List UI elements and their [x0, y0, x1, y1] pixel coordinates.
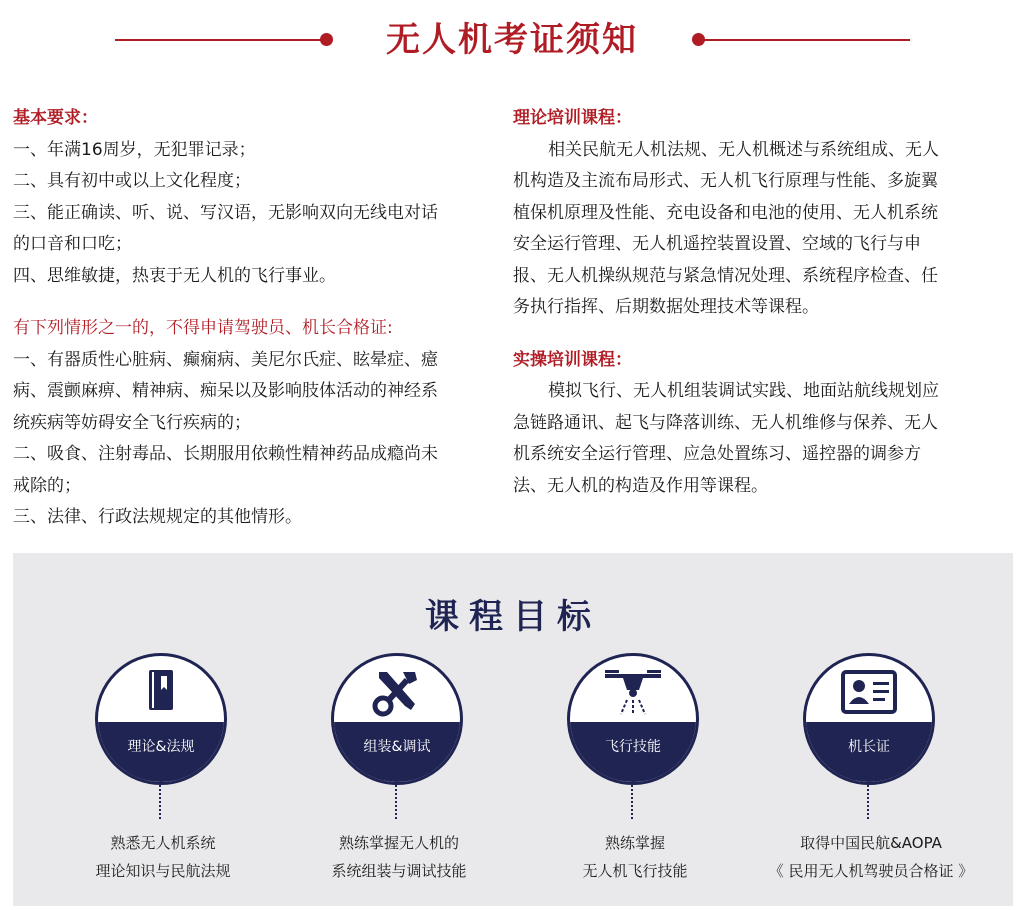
basic-requirement-line: 二、具有初中或以上文化程度； [13, 171, 251, 191]
theory-course-line: 安全运行管理、无人机遥控装置设置、空域的飞行与申 [513, 234, 921, 254]
goal-description-line: 熟悉无人机系统 [110, 834, 216, 852]
exclusion-line: 三、法律、行政法规规定的其他情形。 [13, 507, 302, 527]
goal-description [294, 829, 504, 885]
exclusion-line: 病、震颤麻痹、精神病、痴呆以及影响肢体活动的神经系 [13, 381, 438, 401]
goal-badge-label: 理论&法规 [127, 739, 195, 755]
goal-badge [567, 653, 699, 785]
basic-requirement-line: 一、年满16周岁，无犯罪记录； [13, 139, 256, 160]
exclusion-line: 统疾病等妨碍安全飞行疾病的； [13, 412, 251, 433]
practice-course-title: 实操培训课程： [513, 349, 632, 370]
dotted-connector [867, 785, 869, 819]
practice-course-line: 机系统安全运行管理、应急处置练习、遥控器的调参方 [513, 444, 921, 464]
goal-description-line: 无人机飞行技能 [582, 862, 688, 880]
goal-badge-label: 飞行技能 [605, 739, 661, 755]
requirements-column [13, 103, 473, 534]
goal-description-line: 取得中国民航&AOPA [800, 834, 942, 852]
drone-icon [603, 666, 663, 720]
goal-badge-label: 机长证 [848, 739, 890, 755]
exclusion-line: 二、吸食、注射毒品、长期服用依赖性精神药品成瘾尚未 [13, 444, 438, 464]
goal-badge [803, 653, 935, 785]
theory-course-line: 相关民航无人机法规、无人机概述与系统组成、无人 [548, 139, 939, 160]
course-goals-panel [13, 553, 1013, 906]
basic-requirements-title: 基本要求： [13, 108, 98, 128]
theory-course-line: 机构造及主流布局形式、无人机飞行原理与性能、多旋翼 [513, 171, 938, 191]
basic-requirement-line: 的口音和口吃； [13, 234, 132, 254]
title-divider-right [700, 39, 910, 41]
goal-description-line: 系统组装与调试技能 [331, 862, 467, 880]
theory-course-title: 理论培训课程： [513, 108, 632, 128]
basic-requirement-line: 三、能正确读、听、说、写汉语，无影响双向无线电对话 [13, 202, 438, 223]
dotted-connector [395, 785, 397, 819]
dotted-connector [631, 785, 633, 819]
course-goals-title: 课程目标 [425, 597, 601, 637]
header [0, 8, 1024, 58]
goal-badge [331, 653, 463, 785]
goal-badge [95, 653, 227, 785]
exclusion-line: 戒除的； [13, 475, 81, 496]
practice-course-line: 模拟飞行、无人机组装调试实践、地面站航线规划应 [548, 381, 939, 401]
goal-description-line: 理论知识与民航法规 [95, 862, 231, 880]
goal-description-line: 《 民用无人机驾驶员合格证 》 [768, 862, 974, 880]
exclusion-line: 一、有器质性心脏病、癫痫病、美尼尔氏症、眩晕症、癔 [13, 349, 438, 370]
theory-course-line: 务执行指挥、后期数据处理技术等课程。 [513, 297, 819, 317]
goal-description [58, 829, 268, 885]
id-card-icon [839, 666, 899, 720]
basic-requirement-line: 四、思维敏捷，热衷于无人机的飞行事业。 [13, 265, 336, 286]
exclusion-title: 有下列情形之一的，不得申请驾驶员、机长合格证: [13, 318, 393, 338]
theory-course-line: 植保机原理及性能、充电设备和电池的使用、无人机系统 [513, 202, 938, 223]
book-icon [131, 666, 191, 720]
page-title: 无人机考证须知 [386, 20, 638, 60]
courses-column [513, 103, 968, 502]
goal-description [530, 829, 740, 885]
goal-description-line: 熟练掌握 [604, 834, 665, 852]
goal-description-line: 熟练掌握无人机的 [338, 834, 459, 852]
tools-icon [367, 666, 427, 720]
goal-description [766, 829, 976, 885]
practice-course-line: 法、无人机的构造及作用等课程。 [513, 475, 768, 496]
goal-badge-label: 组装&调试 [363, 739, 431, 755]
practice-course-line: 急链路通讯、起飞与降落训练、无人机维修与保养、无人 [513, 412, 938, 433]
theory-course-line: 报、无人机操纵规范与紧急情况处理、系统程序检查、任 [513, 265, 938, 286]
dotted-connector [159, 785, 161, 819]
